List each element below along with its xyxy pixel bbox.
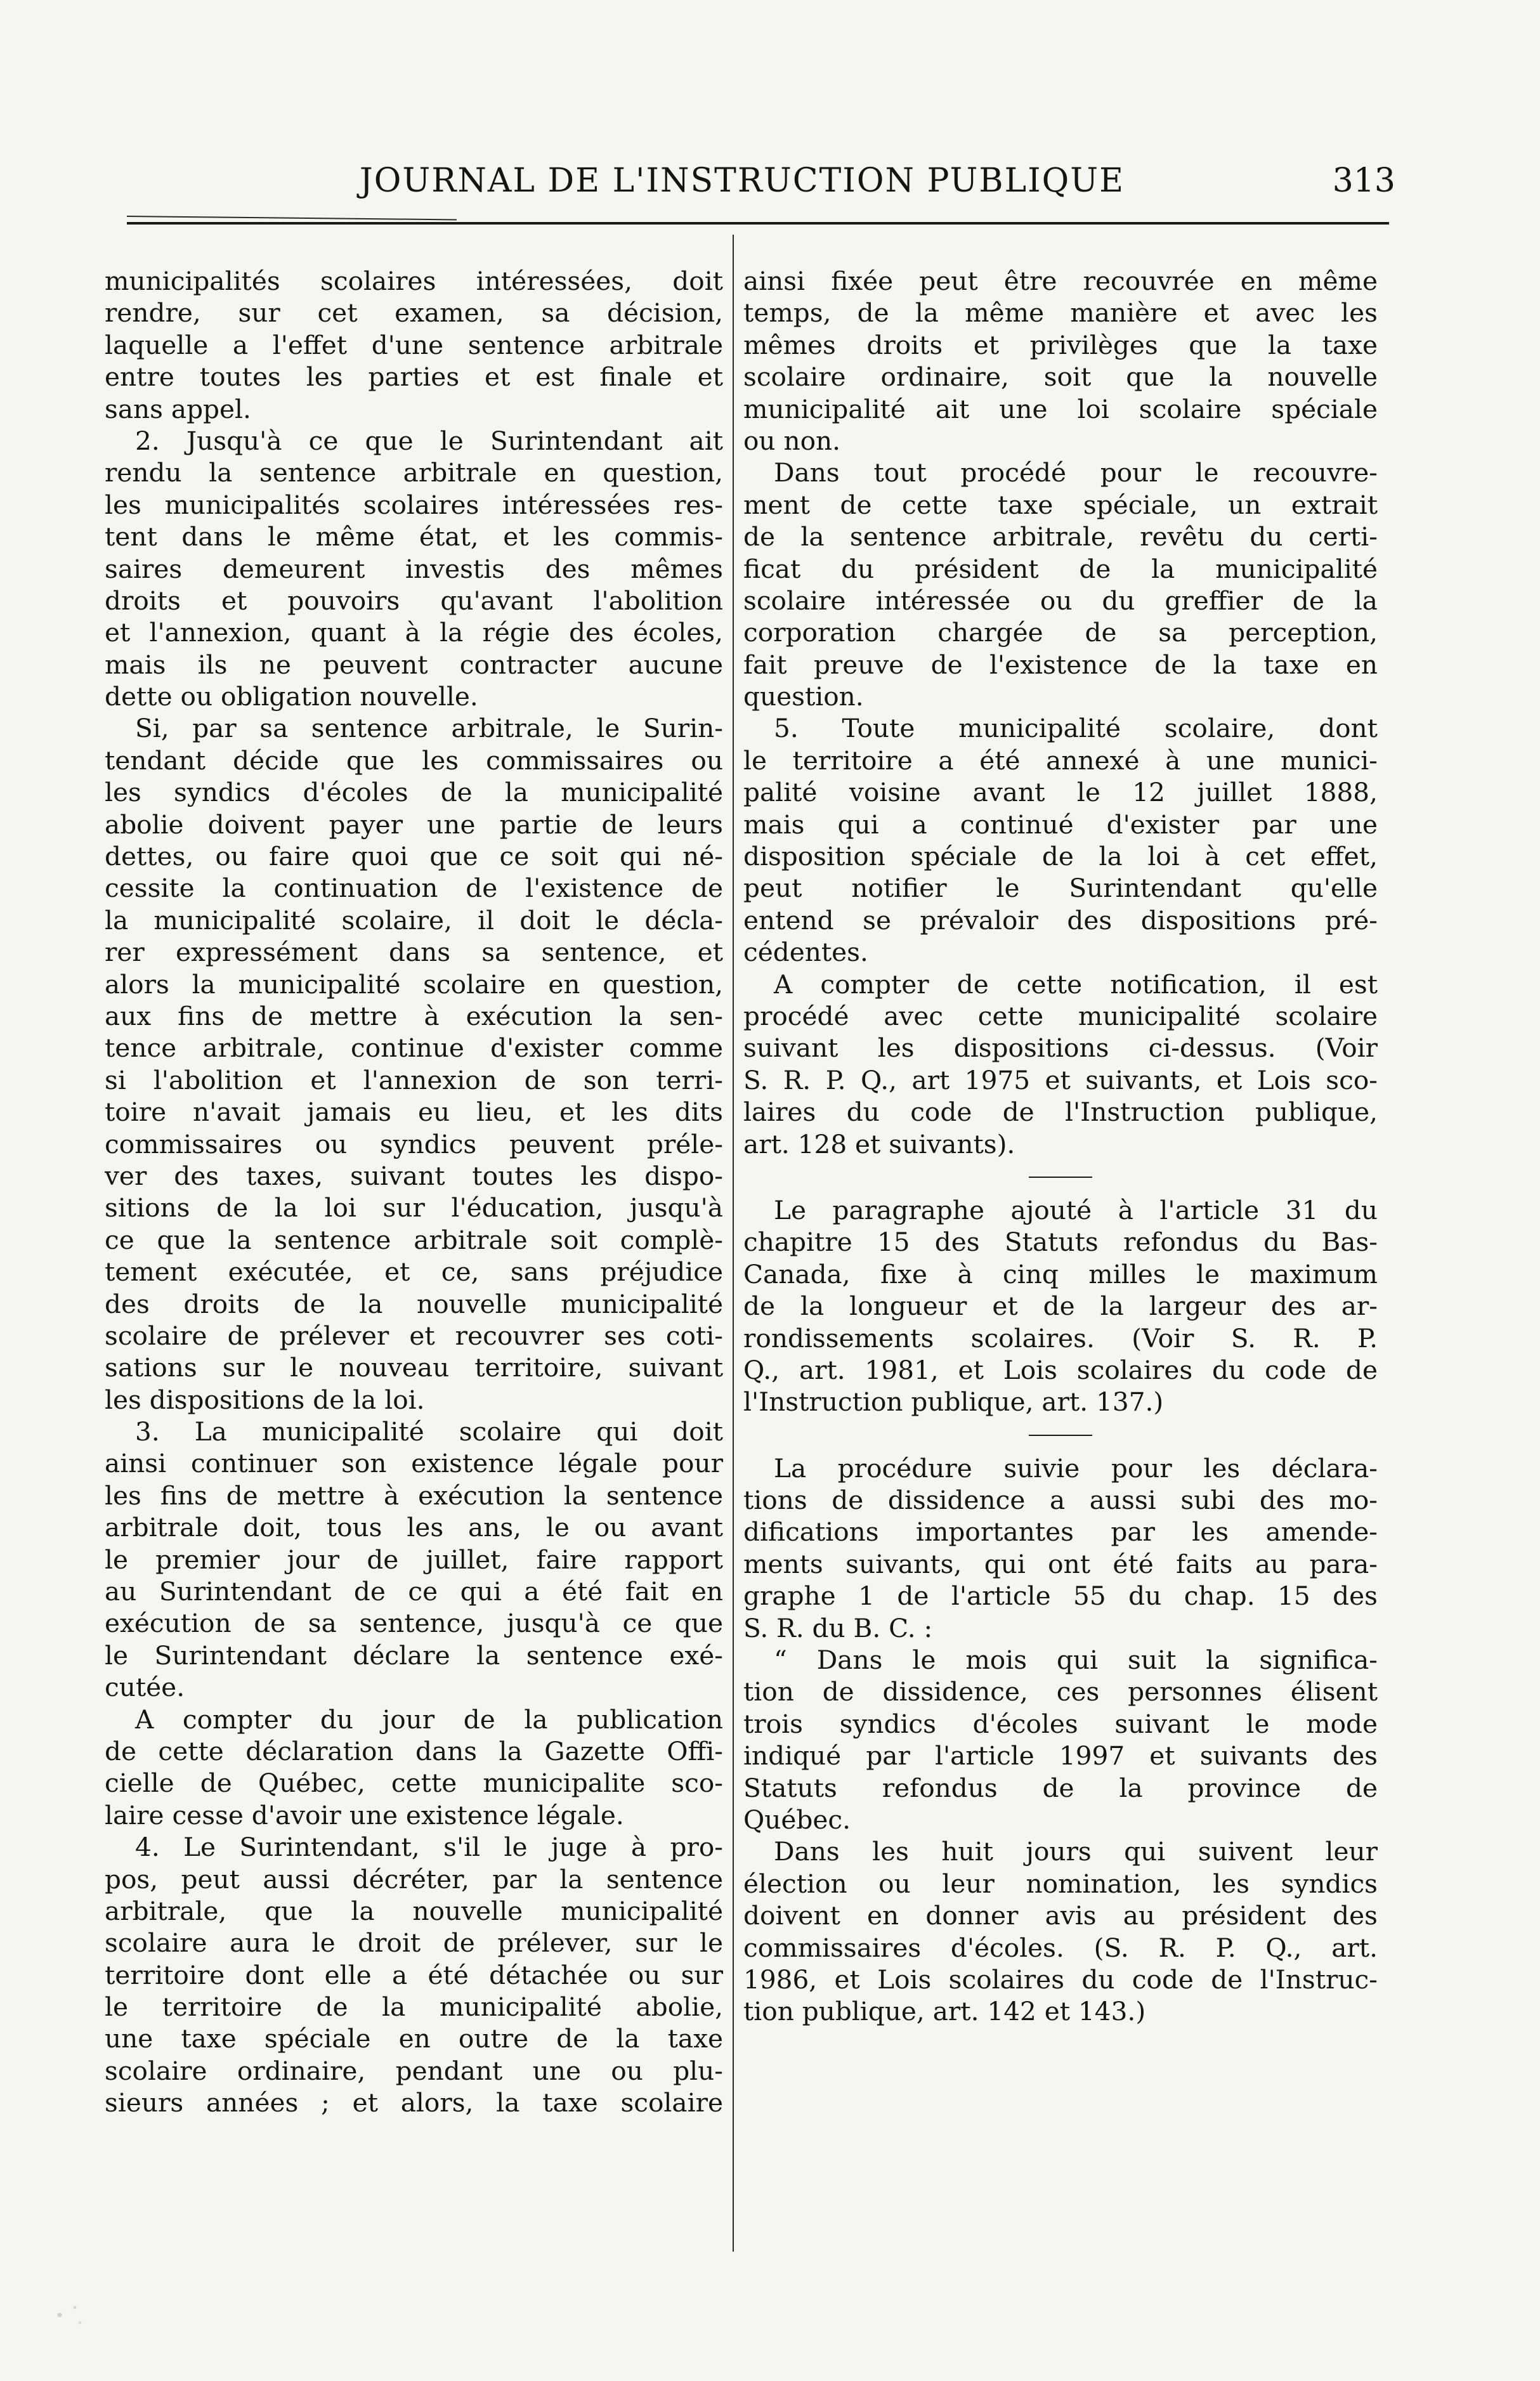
- text-line: alors la municipalité scolaire en question,: [105, 969, 723, 1000]
- text-line: commissaires ou syndics peuvent préle-: [105, 1128, 723, 1159]
- text-line: une taxe spéciale en outre de la taxe: [105, 2023, 723, 2054]
- text-line: A compter du jour de la publication: [135, 1704, 723, 1735]
- page-number: 313: [1332, 162, 1395, 200]
- text-line: mais ils ne peuvent contracter aucune: [105, 649, 723, 680]
- text-line: cielle de Québec, cette municipalite sco-: [105, 1768, 723, 1799]
- text-line: de la sentence arbitrale, revêtu du certi-: [743, 521, 1378, 552]
- text-line: Dans les huit jours qui suivent leur: [774, 1836, 1378, 1867]
- right-block-continuation: [743, 265, 1378, 1160]
- text-line: chapitre 15 des Statuts refondus du Bas-: [743, 1227, 1378, 1258]
- text-line: ainsi fixée peut être recouvrée en même: [743, 266, 1378, 296]
- text-line: doivent en donner avis au président des: [743, 1900, 1378, 1931]
- header-rule: [127, 222, 1389, 225]
- text-line: territoire dont elle a été détachée ou sur: [105, 1959, 723, 1990]
- text-line: le territoire de la municipalité abolie,: [105, 1992, 723, 2023]
- text-line: pos, peut aussi décréter, par la sentence: [105, 1863, 723, 1895]
- text-line: ver des taxes, suivant toutes les dispo-: [105, 1160, 723, 1191]
- text-line: élection ou leur nomination, les syndics: [743, 1868, 1378, 1899]
- text-line: indiqué par l'article 1997 et suivants des: [743, 1740, 1378, 1771]
- text-line: temps, de la même manière et avec les: [743, 297, 1378, 329]
- text-line: au Surintendant de ce qui a été fait en: [105, 1576, 723, 1607]
- text-line: trois syndics d'écoles suivant le mode: [743, 1708, 1378, 1739]
- text-line: Q., art. 1981, et Lois scolaires du code de: [743, 1354, 1378, 1385]
- text-line: scolaire aura le droit de prélever, sur le: [105, 1928, 723, 1959]
- text-line: toire n'avait jamais eu lieu, et les dits: [105, 1097, 723, 1128]
- text-line: 4. Le Surintendant, s'il le juge à pro-: [135, 1832, 723, 1863]
- text-line: 5. Toute municipalité scolaire, dont: [774, 713, 1378, 744]
- text-line: suivant les dispositions ci-dessus. (Voir: [743, 1033, 1378, 1064]
- text-line: sitions de la loi sur l'éducation, jusqu'à: [105, 1192, 723, 1223]
- text-line: art. 128 et suivants).: [743, 1128, 1015, 1159]
- text-line: rer expressément dans sa sentence, et: [105, 937, 723, 968]
- text-line: laquelle a l'effet d'une sentence arbitrale: [105, 329, 723, 360]
- text-line: ment de cette taxe spéciale, un extrait: [743, 489, 1378, 520]
- text-line: entend se prévaloir des dispositions pré-: [743, 904, 1378, 936]
- text-line: scolaire de prélever et recouvrer ses coti-: [105, 1320, 723, 1351]
- text-line: entre toutes les parties et est finale et: [105, 362, 723, 393]
- right-column: [743, 265, 1378, 2028]
- text-line: procédé avec cette municipalité scolaire: [743, 1000, 1378, 1031]
- text-line: le territoire a été annexé à une munici-: [743, 745, 1378, 776]
- text-line: Statuts refondus de la province de: [743, 1772, 1378, 1803]
- text-line: municipalité ait une loi scolaire spéciale: [743, 393, 1378, 424]
- text-line: sieurs années ; et alors, la taxe scolaire: [105, 2087, 723, 2118]
- text-line: difications importantes par les amende-: [743, 1517, 1378, 1548]
- text-line: rendre, sur cet examen, sa décision,: [105, 297, 723, 329]
- text-line: de cette déclaration dans la Gazette Offi-: [105, 1735, 723, 1766]
- section-separator: [1029, 1177, 1092, 1178]
- text-line: tence arbitrale, continue d'exister comme: [105, 1033, 723, 1064]
- text-line: fait preuve de l'existence de la taxe en: [743, 649, 1378, 680]
- text-line: dette ou obligation nouvelle.: [105, 681, 478, 712]
- text-line: aux fins de mettre à exécution la sen-: [105, 1000, 723, 1031]
- text-line: cédentes.: [743, 937, 868, 968]
- text-line: saires demeurent investis des mêmes: [105, 553, 723, 584]
- text-line: palité voisine avant le 12 juillet 1888,: [743, 777, 1378, 808]
- text-line: tement exécutée, et ce, sans préjudice: [105, 1256, 723, 1288]
- text-line: tion publique, art. 142 et 143.): [743, 1996, 1146, 2027]
- text-line: ainsi continuer son existence légale pour: [105, 1448, 723, 1479]
- text-line: Canada, fixe à cinq milles le maximum: [743, 1258, 1378, 1289]
- text-line: scolaire intéressée ou du greffier de la: [743, 585, 1378, 616]
- text-line: tent dans le même état, et les commis-: [105, 521, 723, 552]
- text-line: sations sur le nouveau territoire, suivant: [105, 1352, 723, 1383]
- text-line: tion de dissidence, ces personnes élisent: [743, 1676, 1378, 1707]
- text-line: tions de dissidence a aussi subi des mo-: [743, 1485, 1378, 1516]
- running-title: JOURNAL DE L'INSTRUCTION PUBLIQUE: [359, 162, 1125, 200]
- text-line: tendant décide que les commissaires ou: [105, 745, 723, 776]
- text-line: corporation chargée de sa perception,: [743, 617, 1378, 648]
- text-line: les dispositions de la loi.: [105, 1384, 425, 1415]
- text-line: question.: [743, 681, 864, 712]
- text-line: Le paragraphe ajouté à l'article 31 du: [774, 1194, 1378, 1225]
- text-line: si l'abolition et l'annexion de son terri-: [105, 1064, 723, 1095]
- text-line: et l'annexion, quant à la régie des écoles,: [105, 617, 723, 648]
- text-line: l'Instruction publique, art. 137.): [743, 1386, 1164, 1418]
- column-divider: [733, 235, 734, 2252]
- text-line: scolaire ordinaire, pendant une ou plu-: [105, 2055, 723, 2086]
- section-separator: [1029, 1435, 1092, 1436]
- text-line: commissaires d'écoles. (S. R. P. Q., art.: [743, 1932, 1378, 1963]
- text-line: ments suivants, qui ont été faits au para-: [743, 1548, 1378, 1579]
- text-line: A compter de cette notification, il est: [774, 969, 1378, 1000]
- text-line: des droits de la nouvelle municipalité: [105, 1288, 723, 1319]
- text-line: le premier jour de juillet, faire rapport: [105, 1544, 723, 1575]
- text-line: ficat du président de la municipalité: [743, 553, 1378, 584]
- text-line: ou non.: [743, 425, 841, 456]
- text-line: S. R. du B. C. :: [743, 1612, 933, 1643]
- text-line: Dans tout procédé pour le recouvre-: [774, 457, 1378, 488]
- text-line: S. R. P. Q., art 1975 et suivants, et Lois sco-: [743, 1064, 1378, 1095]
- text-line: “ Dans le mois qui suit la significa-: [774, 1645, 1378, 1676]
- text-line: 2. Jusqu'à ce que le Surintendant ait: [135, 425, 723, 456]
- text-line: la municipalité scolaire, il doit le décla-: [105, 904, 723, 936]
- text-line: municipalités scolaires intéressées, doit: [105, 266, 723, 296]
- text-line: exécution de sa sentence, jusqu'à ce que: [105, 1608, 723, 1639]
- text-line: les syndics d'écoles de la municipalité: [105, 777, 723, 808]
- text-line: scolaire ordinaire, soit que la nouvelle: [743, 362, 1378, 393]
- text-line: mais qui a continué d'exister par une: [743, 809, 1378, 840]
- text-line: La procédure suivie pour les déclara-: [774, 1452, 1378, 1484]
- text-line: 3. La municipalité scolaire qui doit: [135, 1416, 723, 1447]
- header-rule-thin: [127, 216, 457, 220]
- text-line: les municipalités scolaires intéressées res-: [105, 489, 723, 520]
- text-line: arbitrale, que la nouvelle municipalité: [105, 1895, 723, 1926]
- text-line: ce que la sentence arbitrale soit complè-: [105, 1224, 723, 1255]
- text-line: Québec.: [743, 1804, 851, 1835]
- text-line: de la longueur et de la largeur des ar-: [743, 1291, 1378, 1322]
- text-line: graphe 1 de l'article 55 du chap. 15 des: [743, 1581, 1378, 1612]
- text-line: abolie doivent payer une partie de leurs: [105, 809, 723, 840]
- text-line: rendu la sentence arbitrale en question,: [105, 457, 723, 488]
- left-column: [105, 265, 723, 2119]
- text-line: le Surintendant déclare la sentence exé-: [105, 1640, 723, 1671]
- text-line: sans appel.: [105, 393, 251, 424]
- scan-artifact: [44, 2296, 95, 2334]
- text-line: les fins de mettre à exécution la sentence: [105, 1480, 723, 1511]
- text-line: cessite la continuation de l'existence de: [105, 873, 723, 904]
- text-line: rondissements scolaires. (Voir S. R. P.: [743, 1322, 1378, 1354]
- text-line: mêmes droits et privilèges que la taxe: [743, 329, 1378, 360]
- text-line: arbitrale doit, tous les ans, le ou avant: [105, 1512, 723, 1543]
- text-line: laire cesse d'avoir une existence légale.: [105, 1799, 624, 1830]
- text-line: droits et pouvoirs qu'avant l'abolition: [105, 585, 723, 616]
- right-block-paragraph-article-31: [743, 1194, 1378, 1418]
- text-line: laires du code de l'Instruction publique,: [743, 1097, 1378, 1128]
- text-line: 1986, et Lois scolaires du code de l'Instruc-: [743, 1964, 1378, 1995]
- text-line: Si, par sa sentence arbitrale, le Surin-: [135, 713, 723, 744]
- text-line: cutée.: [105, 1672, 185, 1703]
- text-line: peut notifier le Surintendant qu'elle: [743, 873, 1378, 904]
- text-line: dettes, ou faire quoi que ce soit qui né-: [105, 841, 723, 872]
- right-block-dissidence: [743, 1452, 1378, 2028]
- text-line: disposition spéciale de la loi à cet effet,: [743, 841, 1378, 872]
